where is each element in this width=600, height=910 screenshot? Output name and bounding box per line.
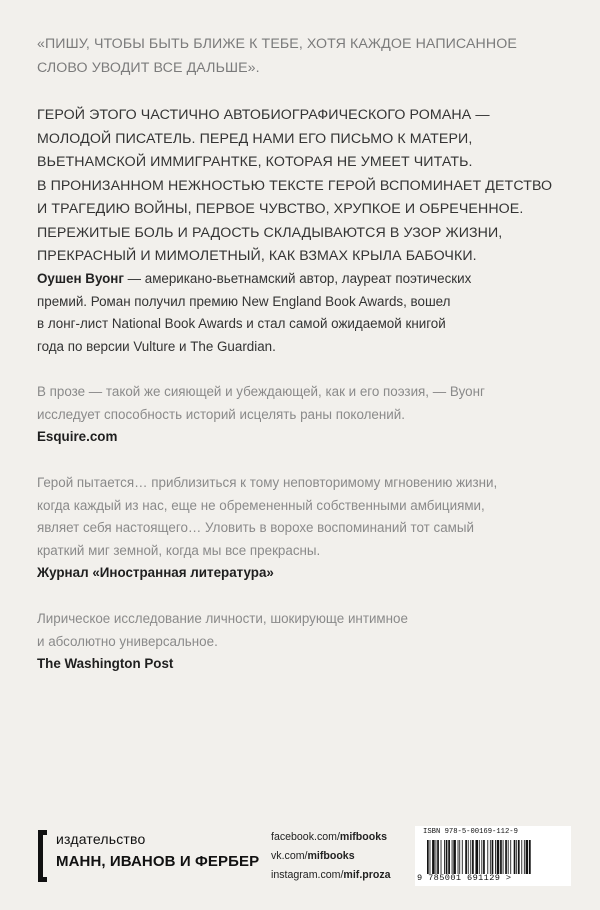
barcode-bar xyxy=(492,840,494,874)
barcode-bar xyxy=(481,840,482,874)
barcode-bar xyxy=(441,840,442,874)
social-link-vk[interactable] xyxy=(271,847,391,866)
barcode-bar xyxy=(510,840,511,874)
social-link-prefix: facebook.com/ xyxy=(271,831,340,843)
barcode-bar xyxy=(472,840,474,874)
publisher-label: издательство xyxy=(56,831,146,847)
barcode-bar xyxy=(495,840,496,874)
author-bio-line: премий. Роман получил премию New England Book Awards, вошел xyxy=(37,293,451,309)
barcode-bar xyxy=(503,840,504,874)
epigraph xyxy=(37,33,567,80)
barcode-bar xyxy=(470,840,471,874)
barcode-bar xyxy=(516,840,517,874)
quote-source: Журнал «Иностранная литература» xyxy=(37,565,274,580)
quote-source: Esquire.com xyxy=(37,429,118,444)
synopsis-line: ВЬЕТНАМСКОЙ ИММИГРАНТКЕ, КОТОРАЯ НЕ УМЕЕТ ЧИТАТЬ. xyxy=(37,154,473,170)
author-bio-text: — американо-вьетнамский автор, лауреат поэтических xyxy=(123,271,472,286)
barcode-bar xyxy=(437,840,439,874)
quote-line: краткий миг земной, когда мы все прекрасны. xyxy=(37,542,321,558)
quote-line: являет себя настоящего… Уловить в ворохе воспоминаний тот самый xyxy=(37,520,474,535)
synopsis-line: ПЕРЕЖИТЫЕ БОЛЬ И РАДОСТЬ СКЛАДЫВАЮТСЯ В УЗОР ЖИЗНИ, xyxy=(37,224,503,241)
bracket-icon xyxy=(38,830,47,882)
barcode-bar xyxy=(497,840,500,874)
barcode-bar xyxy=(458,840,459,874)
quote-source: The Washington Post xyxy=(37,656,174,671)
barcode-bar xyxy=(465,840,467,874)
quote-line: и абсолютно универсальное. xyxy=(37,633,218,649)
social-link-handle: mifbooks xyxy=(307,850,355,862)
author-bio-line xyxy=(37,268,567,291)
social-link-facebook[interactable] xyxy=(271,828,391,847)
barcode-bar xyxy=(529,840,531,874)
barcode-bar xyxy=(526,840,529,874)
barcode-bar xyxy=(436,840,437,874)
barcode xyxy=(415,826,571,886)
social-link-instagram[interactable] xyxy=(271,866,391,885)
barcode-bar xyxy=(505,840,507,874)
barcode-bar xyxy=(508,840,509,874)
barcode-bar xyxy=(475,840,478,874)
review-quote xyxy=(37,472,567,585)
social-link-handle: mif.proza xyxy=(343,869,391,881)
synopsis-line: И ТРАГЕДИЮ ВОЙНЫ, ПЕРВОЕ ЧУВСТВО, ХРУПКОЕ И ОБРЕЧЕННОЕ. xyxy=(37,201,524,217)
synopsis-line: ГЕРОЙ ЭТОГО ЧАСТИЧНО АВТОБИОГРАФИЧЕСКОГО РОМАНА — xyxy=(37,107,490,123)
synopsis-line: В ПРОНИЗАННОМ НЕЖНОСТЬЮ ТЕКСТЕ ГЕРОЙ ВСПОМИНАЕТ ДЕТСТВО xyxy=(37,177,553,194)
author-name: Оушен Вуонг xyxy=(37,271,124,286)
author-bio-line: года по версии Vulture и The Guardian. xyxy=(37,338,276,354)
barcode-bar xyxy=(430,840,431,874)
barcode-bar xyxy=(448,840,450,874)
barcode-bar xyxy=(500,840,502,874)
barcode-bar xyxy=(483,840,485,874)
epigraph-line: СЛОВО УВОДИТ ВСЕ ДАЛЬШЕ». xyxy=(37,59,260,76)
barcode-bar xyxy=(490,840,491,874)
epigraph-line: «ПИШУ, ЧТОБЫ БЫТЬ БЛИЖЕ К ТЕБЕ, ХОТЯ КАЖДОЕ НАПИСАННОЕ xyxy=(37,36,517,52)
barcode-bar xyxy=(432,840,435,874)
author-bio-line: в лонг-лист National Book Awards и стал самой ожидаемой книгой xyxy=(37,316,446,331)
barcode-bar xyxy=(459,840,460,874)
social-link-handle: mifbooks xyxy=(339,831,387,843)
barcode-bar xyxy=(444,840,445,874)
barcode-bar xyxy=(521,840,522,874)
quote-line: исследует способность историй исцелять раны поколений. xyxy=(37,406,405,422)
barcode-bar xyxy=(487,840,488,874)
barcode-bar xyxy=(524,840,525,874)
quote-line: когда каждый из нас, еще не обремененный собственными амбициями, xyxy=(37,497,485,513)
social-links xyxy=(271,828,391,885)
barcode-bar xyxy=(453,840,456,874)
synopsis-line: МОЛОДОЙ ПИСАТЕЛЬ. ПЕРЕД НАМИ ЕГО ПИСЬМО К МАТЕРИ, xyxy=(37,130,473,147)
barcode-bar xyxy=(518,840,520,874)
synopsis xyxy=(37,104,567,269)
barcode-bar xyxy=(446,840,448,874)
isbn-text: ISBN 978-5-00169-112-9 xyxy=(423,828,518,836)
quote-line: В прозе — такой же сияющей и убеждающей, как и его поэзия, — Вуонг xyxy=(37,384,485,399)
quote-line: Лирическое исследование личности, шокирующе интимное xyxy=(37,611,408,626)
barcode-digits: 9 785001 691129 > xyxy=(417,873,512,883)
barcode-bar xyxy=(462,840,463,874)
publisher-logo xyxy=(38,826,258,886)
barcode-bar xyxy=(479,840,480,874)
synopsis-line: ПРЕКРАСНЫЙ И МИМОЛЕТНЫЙ, КАК ВЗМАХ КРЫЛА БАБОЧКИ. xyxy=(37,248,477,264)
social-link-prefix: instagram.com/ xyxy=(271,869,344,881)
publisher-name: МАНН, ИВАНОВ И ФЕРБЕР xyxy=(56,853,260,870)
barcode-bar xyxy=(514,840,516,874)
quote-line: Герой пытается… приблизиться к тому неповторимому мгновению жизни, xyxy=(37,475,498,490)
barcode-bar xyxy=(452,840,453,874)
author-bio xyxy=(37,268,567,358)
social-link-prefix: vk.com/ xyxy=(271,850,308,862)
barcode-bar xyxy=(427,840,429,874)
review-quote xyxy=(37,381,567,449)
review-quote xyxy=(37,608,567,676)
barcode-bar xyxy=(468,840,469,874)
barcode-icon xyxy=(427,840,561,874)
